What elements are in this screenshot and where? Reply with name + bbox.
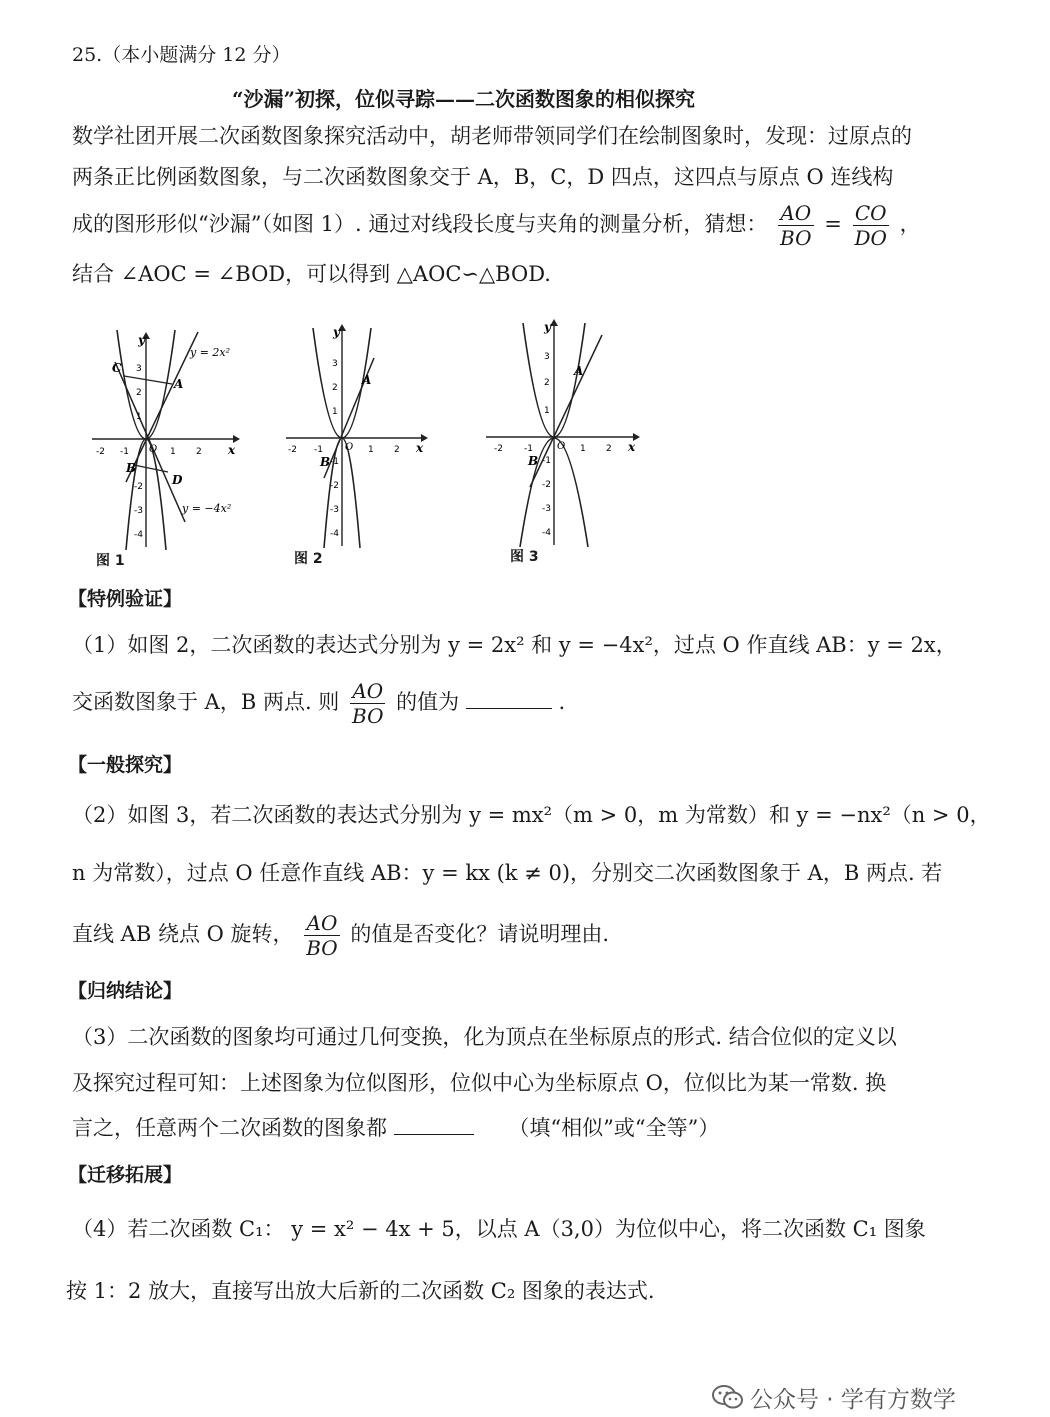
fig3-tick-x-1: 1: [580, 444, 586, 454]
fig3-tick-x--1: -1: [524, 444, 533, 454]
fig3-tick-y-1: 1: [544, 406, 550, 416]
q2-line-3: [72, 910, 609, 966]
fig1-tick-y-2: 2: [136, 388, 142, 398]
fig1-x-arrow: [233, 435, 240, 443]
fig3-tick-y-3: 3: [544, 352, 550, 362]
fig2-tick-y--3: -3: [330, 505, 339, 515]
fig1-tick-y--4: -4: [134, 530, 143, 540]
fig2-tick-y--2: -2: [330, 481, 339, 491]
fig1-point-a: A: [174, 377, 184, 391]
figure-3-graph: [480, 315, 650, 547]
fig1-point-o: O: [149, 444, 158, 455]
fig3-tick-y--4: -4: [542, 528, 551, 538]
figure-1-graph: [90, 322, 250, 550]
watermark-text: 公众号 · 学有方数学: [750, 1386, 956, 1413]
fig3-point-b: B: [528, 454, 539, 468]
fig1-eq-bottom: y = −4x²: [182, 502, 232, 515]
fig2-label-x: x: [416, 441, 424, 455]
q3-line-3: [72, 1112, 719, 1143]
fig2-label-y: y: [333, 325, 340, 339]
intro-line-1: 数学社团开展二次函数图象探究活动中，胡老师带领同学们在绘制图象时，发现：过原点的: [72, 124, 912, 148]
q1-answer-blank[interactable]: [466, 686, 552, 709]
fig3-tick-y--3: -3: [542, 504, 551, 514]
fig2-point-o: O: [345, 442, 354, 453]
fig1-point-d: D: [172, 473, 183, 487]
fig1-seg-ac: [124, 376, 172, 384]
fig1-point-b: B: [126, 461, 137, 475]
fig3-tick-y--2: -2: [542, 480, 551, 490]
q1-line-2-post: 的值为: [396, 690, 460, 714]
fig2-tick-y--4: -4: [330, 529, 339, 539]
figure-3-label: 图 3: [510, 549, 539, 565]
q1-line-1: （1）如图 2，二次函数的表达式分别为 y = 2x² 和 y = −4x²，过点 O 作直线 AB：y = 2x，: [72, 633, 957, 657]
equals-sign: =: [824, 212, 842, 236]
intro-line-4: 结合 ∠AOC = ∠BOD，可以得到 △AOC∽△BOD.: [72, 262, 551, 286]
q3-line-3-pre: 言之，任意两个二次函数的图象都: [72, 1116, 387, 1140]
section-general: 【一般探究】: [68, 754, 183, 776]
wechat-icon: [712, 1384, 744, 1410]
fig2-tick-x-1: 1: [368, 445, 374, 455]
q2-line-3-pre: 直线 AB 绕点 O 旋转，: [72, 922, 294, 946]
fig2-tick-x--2: -2: [288, 445, 297, 455]
section-extension: 【迁移拓展】: [68, 1164, 183, 1186]
fig2-tick-x--1: -1: [314, 445, 323, 455]
q4-line-2: 按 1：2 放大，直接写出放大后新的二次函数 C₂ 图象的表达式.: [66, 1279, 655, 1303]
q3-answer-blank[interactable]: [394, 1112, 474, 1135]
fig3-tick-x--2: -2: [494, 444, 503, 454]
fig2-tick-y-3: 3: [332, 359, 338, 369]
fig1-tick-x-2: 2: [196, 447, 202, 457]
q2-line-2: n 为常数），过点 O 任意作直线 AB：y = kx (k ≠ 0)，分别交二次函数图象于 A，B 两点. 若: [72, 861, 943, 885]
fig3-line-ab: [530, 335, 602, 487]
fig1-tick-y-3: 3: [136, 364, 142, 374]
fig1-seg-bd: [134, 465, 168, 472]
fig2-point-a: A: [362, 373, 372, 387]
fig3-tick-y--1: -1: [542, 456, 551, 466]
section-special: 【特例验证】: [68, 588, 183, 610]
comma: ，: [899, 212, 921, 236]
q4-line-1: （4）若二次函数 C₁： y = x² − 4x + 5，以点 A（3,0）为位似中心，将二次函数 C₁ 图象: [72, 1217, 926, 1241]
fig2-tick-y-2: 2: [332, 383, 338, 393]
fig3-label-y: y: [544, 320, 551, 334]
figure-2-graph: [280, 318, 440, 548]
fig1-line-ab: [126, 332, 198, 482]
q3-line-1: （3）二次函数的图象均可通过几何变换，化为顶点在坐标原点的形式. 结合位似的定义以: [72, 1025, 897, 1049]
q3-line-3-post: （填“相似”或“全等”）: [508, 1116, 720, 1140]
q2-line-3-post: 的值是否变化？请说明理由.: [350, 922, 610, 946]
fig3-tick-y-2: 2: [544, 378, 550, 388]
fig1-point-c: C: [112, 361, 122, 375]
problem-title: “沙漏”初探，位似寻踪——二次函数图象的相似探究: [232, 87, 696, 111]
fig1-tick-x--2: -2: [96, 447, 105, 457]
fig2-tick-y--1: -1: [330, 457, 339, 467]
fig1-tick-y-1: 1: [136, 412, 142, 422]
intro-line-3: [72, 200, 921, 254]
intro-line-3-text: 成的图形形似“沙漏”（如图 1）. 通过对线段长度与夹角的测量分析，猜想：: [72, 212, 768, 236]
fig1-eq-top: y = 2x²: [190, 346, 231, 359]
q3-line-2: 及探究过程可知：上述图象为位似图形，位似中心为坐标原点 O，位似比为某一常数. 换: [72, 1071, 887, 1095]
fraction-co-do: $\frac{CO}{DO}$: [854, 201, 887, 250]
figure-2-label: 图 2: [294, 551, 323, 567]
fig2-point-b: B: [320, 455, 331, 469]
fig3-point-o: O: [557, 441, 566, 452]
fig3-tick-x-2: 2: [606, 444, 612, 454]
intro-line-2: 两条正比例函数图象，与二次函数图象交于 A，B，C，D 四点，这四点与原点 O 连线构: [72, 165, 894, 189]
q1-line-2-pre: 交函数图象于 A，B 两点. 则: [72, 690, 340, 714]
fig1-label-x: x: [228, 443, 236, 457]
fig2-tick-x-2: 2: [394, 445, 400, 455]
section-conclusion: 【归纳结论】: [68, 980, 183, 1002]
fig3-label-x: x: [628, 440, 636, 454]
fig1-tick-y--2: -2: [134, 482, 143, 492]
q2-fraction-ao-bo: $\frac{AO}{BO}$: [306, 911, 338, 960]
q1-line-2-end: .: [558, 690, 566, 714]
watermark: [712, 1382, 1032, 1412]
q1-fraction-ao-bo: $\frac{AO}{BO}$: [352, 679, 384, 728]
fig1-tick-x--1: -1: [120, 447, 129, 457]
fig1-tick-x-1: 1: [170, 447, 176, 457]
fraction-ao-bo: $\frac{AO}{BO}$: [780, 201, 812, 250]
q2-line-1: （2）如图 3，若二次函数的表达式分别为 y = mx²（m > 0，m 为常数）和 y = −nx²（n > 0，: [72, 803, 991, 827]
q1-line-2: [72, 678, 565, 734]
figure-1-label: 图 1: [96, 553, 125, 569]
fig2-tick-y-1: 1: [332, 407, 338, 417]
fig3-y-arrow: [550, 319, 558, 326]
fig1-label-y: y: [138, 333, 145, 347]
fig1-tick-y--3: -3: [134, 506, 143, 516]
fig3-point-a: A: [574, 364, 584, 378]
problem-number: 25.（本小题满分 12 分）: [72, 44, 291, 66]
